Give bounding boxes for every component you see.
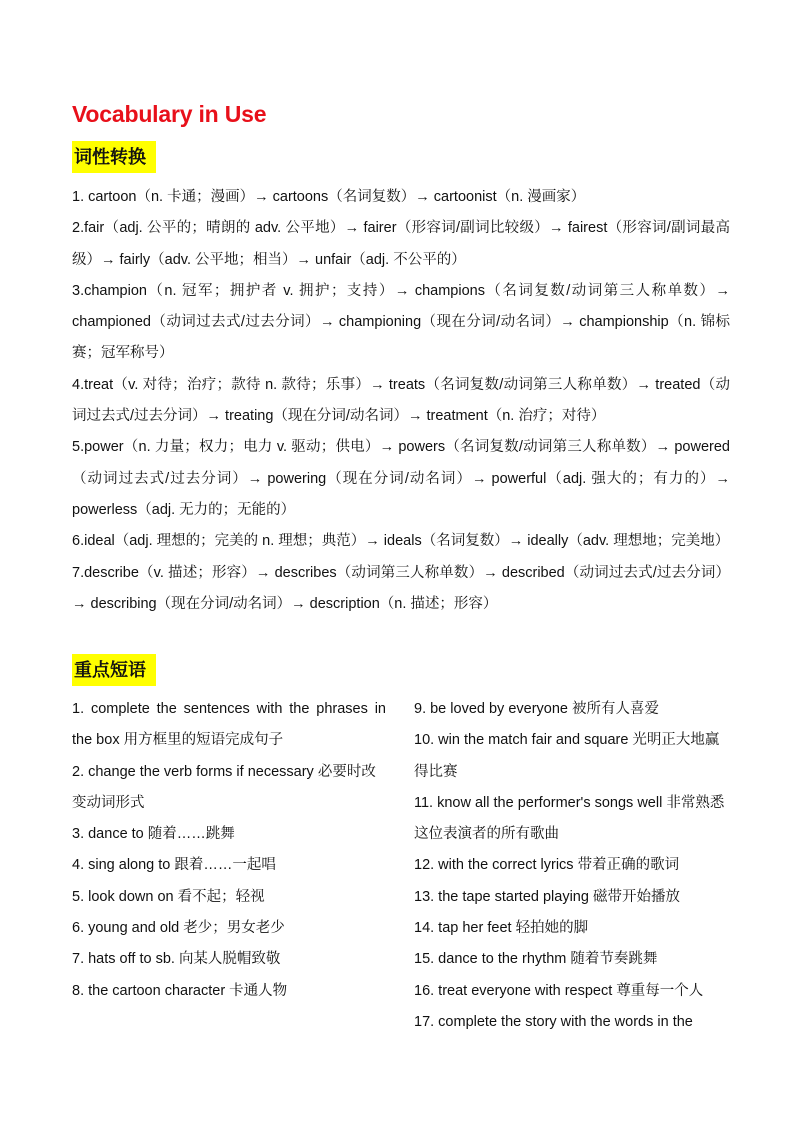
phrase-item: 8. the cartoon character 卡通人物 [72, 982, 288, 999]
phrase-item: 4. sing along to 跟着……一起唱 [72, 857, 276, 874]
section-heading-word-forms: 词性转换 [72, 141, 156, 173]
section-heading-key-phrases: 重点短语 [72, 654, 156, 686]
vocab-item-ideal: 6.ideal（adj. 理想的；完美的 n. 理想；典范）→ ideals（名词复数）→ ideally（adv. 理想地；完美地） [72, 533, 730, 550]
phrase-item: 1. complete the sentences with the phrases in the box 用方框里的短语完成句子 [72, 701, 386, 749]
phrase-item: 9. be loved by everyone 被所有人喜爱 [414, 701, 659, 717]
phrase-item: 17. complete the story with the words in the [414, 1013, 693, 1030]
vocab-item-fair: 2.fair（adj. 公平的；晴朗的 adv. 公平地）→ fairer（形容词/副词比较级）→ fairest（形容词/副词最高级）→ fairly（adv. 公平地；相当）→ unfair（adj. 不公平的） [72, 220, 730, 268]
phrase-item: 14. tap her feet 轻拍她的脚 [414, 920, 589, 937]
vocab-item-cartoon: 1. cartoon（n. 卡通；漫画）→ cartoons（名词复数）→ cartoonist（n. 漫画家） [72, 189, 586, 205]
vocab-item-describe: 7.describe（v. 描述；形容）→ describes（动词第三人称单数）→ described（动词过去式/过去分词）→ describing（现在分词/动名词）→ description（n. 描述；形容） [72, 564, 730, 612]
page-title: Vocabulary in Use [72, 101, 267, 127]
phrase-item: 13. the tape started playing 磁带开始播放 [414, 888, 680, 905]
phrase-item: 6. young and old 老少；男女老少 [72, 920, 285, 937]
phrase-item: 16. treat everyone with respect 尊重每一个人 [414, 982, 704, 999]
phrase-item: 2. change the verb forms if necessary 必要时改变动词形式 [72, 763, 376, 811]
vocab-item-power: 5.power（n. 力量；权力；电力 v. 驱动；供电）→ powers（名词复数/动词第三人称单数）→ powered（动词过去式/过去分词）→ powering（现在分词/动名词）→ powerful（adj. 强大的；有力的）→ powerless（adj. 无力的；无能的） [72, 439, 730, 518]
phrase-item: 3. dance to 随着……跳舞 [72, 826, 235, 843]
phrase-item: 10. win the match fair and square 光明正大地赢得比赛 [414, 732, 720, 780]
phrase-item: 7. hats off to sb. 向某人脱帽致敬 [72, 951, 281, 968]
phrase-item: 15. dance to the rhythm 随着节奏跳舞 [414, 951, 658, 968]
vocab-item-champion: 3.champion（n. 冠军；拥护者 v. 拥护；支持）→ champions（名词复数/动词第三人称单数）→ championed（动词过去式/过去分词）→ championing（现在分词/动名词）→ championship（n. 锦标赛；冠军称号） [72, 282, 730, 362]
phrases-left-column [72, 694, 386, 1007]
phrase-item: 11. know all the performer's songs well 非常熟悉这位表演者的所有歌曲 [414, 794, 725, 843]
phrases-right-column [414, 694, 728, 1038]
word-forms-list [72, 182, 730, 620]
phrase-item: 12. with the correct lyrics 带着正确的歌词 [414, 857, 680, 874]
vocab-item-treat: 4.treat（v. 对待；治疗；款待 n. 款待；乐事）→ treats（名词复数/动词第三人称单数）→ treated（动词过去式/过去分词）→ treating（现在分词/动名词）→ treatment（n. 治疗；对待） [72, 376, 730, 425]
phrase-item: 5. look down on 看不起；轻视 [72, 888, 265, 905]
